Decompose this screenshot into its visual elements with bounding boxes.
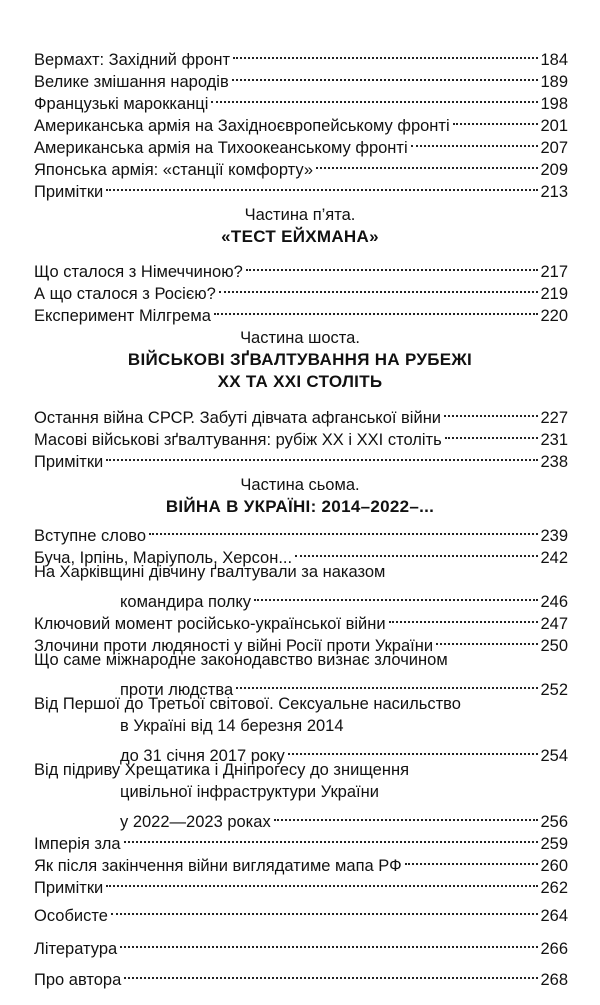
page-number: 254 xyxy=(540,747,568,765)
toc-entry[interactable]: Японська армія: «станції комфорту» 209 xyxy=(34,151,568,173)
page-number: 252 xyxy=(540,681,568,699)
toc-entry[interactable]: Що саме міжнародне законодавство визнає злочином проти людства 252 xyxy=(34,651,568,699)
toc-entry[interactable]: Література 266 xyxy=(34,930,568,952)
toc-entry[interactable]: Що сталося з Німеччиною? 217 xyxy=(34,253,568,275)
page-number: 268 xyxy=(540,971,568,989)
toc-entry[interactable]: Від Першої до Третьої світової. Сексуальне насильство в Україні від 14 березня 2014 до 31 січня 2017 року 254 xyxy=(34,695,568,765)
toc-entry[interactable]: Американська армія на Західноєвропейському фронті 201 xyxy=(34,107,568,129)
toc-entry[interactable]: Буча, Ірпінь, Маріуполь, Херсон... 242 xyxy=(34,539,568,561)
part7-label: Частина сьома. xyxy=(240,476,360,494)
toc-entry[interactable]: Примітки 238 xyxy=(34,443,568,465)
toc-entry[interactable]: Примітки 262 xyxy=(34,869,568,891)
page-number: 207 xyxy=(540,139,568,157)
toc-entry[interactable]: Масові військові зґвалтування: рубіж XX і XXI століть 231 xyxy=(34,421,568,443)
part5-heading xyxy=(0,204,600,248)
part5-label: Частина п’ята. xyxy=(244,206,356,224)
part6-title-line1: ВІЙСЬКОВІ ЗҐВАЛТУВАННЯ НА РУБЕЖІ xyxy=(127,350,473,369)
page-number: 220 xyxy=(540,307,568,325)
toc-entry[interactable]: Як після закінчення війни виглядатиме мапа РФ 260 xyxy=(34,847,568,869)
part7-title: ВІЙНА В УКРАЇНІ: 2014–2022–... xyxy=(165,497,435,516)
page-number: 189 xyxy=(540,73,568,91)
page-number: 246 xyxy=(540,593,568,611)
page-number: 256 xyxy=(540,813,568,831)
page-number: 264 xyxy=(540,907,568,925)
toc-entry[interactable]: Остання війна СРСР. Забуті дівчата афганської війни 227 xyxy=(34,399,568,421)
toc-entry[interactable]: Від підриву Хрещатика і Дніпрогесу до знищення цивільної інфраструктури України у 2022—2023 роках 256 xyxy=(34,761,568,831)
page-number: 262 xyxy=(540,879,568,897)
page-number: 198 xyxy=(540,95,568,113)
toc-entry[interactable]: Імперія зла 259 xyxy=(34,825,568,847)
page-number: 227 xyxy=(540,409,568,427)
toc-section-back xyxy=(34,897,568,925)
part6-title-line2: XX ТА XXI СТОЛІТЬ xyxy=(217,372,383,391)
page-number: 266 xyxy=(540,940,568,958)
page-number: 260 xyxy=(540,857,568,875)
page-number: 209 xyxy=(540,161,568,179)
toc-section-part7 xyxy=(34,517,568,897)
toc-entry[interactable]: Злочини проти людяності у війні Росії проти України 250 xyxy=(34,627,568,649)
toc-section-top xyxy=(34,41,568,201)
page-number: 231 xyxy=(540,431,568,449)
toc-section-back xyxy=(34,961,568,989)
page-number: 239 xyxy=(540,527,568,545)
toc-entry[interactable]: Примітки 213 xyxy=(34,173,568,195)
toc-entry[interactable]: Особисте 264 xyxy=(34,897,568,919)
page-number: 184 xyxy=(540,51,568,69)
toc-section-back xyxy=(34,930,568,958)
page-number: 247 xyxy=(540,615,568,633)
part6-heading xyxy=(0,327,600,393)
toc-entry[interactable]: Експеримент Мілгрема 220 xyxy=(34,297,568,319)
page-number: 242 xyxy=(540,549,568,567)
toc-entry[interactable]: Про автора 268 xyxy=(34,961,568,983)
toc-section-part6 xyxy=(34,399,568,471)
toc-entry[interactable]: Вступне слово 239 xyxy=(34,517,568,539)
toc-entry[interactable]: На Харківщині дівчину ґвалтували за наказом командира полку 246 xyxy=(34,563,568,611)
page-number: 217 xyxy=(540,263,568,281)
page-number: 213 xyxy=(540,183,568,201)
toc-entry[interactable]: Французькі марокканці 198 xyxy=(34,85,568,107)
page-number: 238 xyxy=(540,453,568,471)
toc-entry[interactable]: Ключовий момент російсько-української війни 247 xyxy=(34,605,568,627)
toc-entry[interactable]: Вермахт: Західний фронт 184 xyxy=(34,41,568,63)
part6-label: Частина шоста. xyxy=(240,329,360,347)
toc-entry[interactable]: Велике змішання народів 189 xyxy=(34,63,568,85)
toc-section-part5 xyxy=(34,253,568,325)
toc-entry[interactable]: Американська армія на Тихоокеанському фронті 207 xyxy=(34,129,568,151)
page-number: 250 xyxy=(540,637,568,655)
part5-title: «ТЕСТ ЕЙХМАНА» xyxy=(221,227,379,246)
page-number: 219 xyxy=(540,285,568,303)
page-number: 259 xyxy=(540,835,568,853)
page-number: 201 xyxy=(540,117,568,135)
toc-entry[interactable]: А що сталося з Росією? 219 xyxy=(34,275,568,297)
